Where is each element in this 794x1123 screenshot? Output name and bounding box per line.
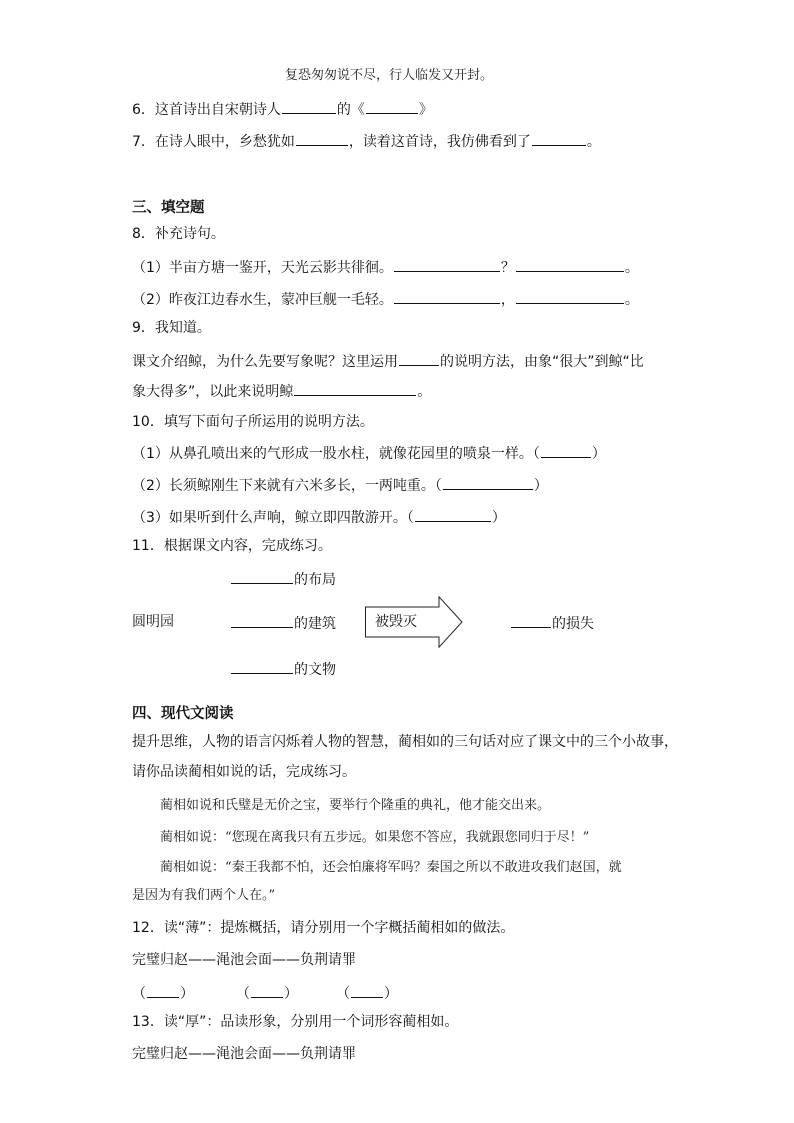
q11-blank-2[interactable]: [231, 612, 293, 628]
q10-l3-text: （3）如果听到什么声响，鲸立即四散游开。（: [132, 510, 414, 526]
q12-close-3: ）: [384, 986, 398, 1002]
q10-l2-blank[interactable]: [443, 474, 533, 490]
q12-answer-3: [336, 982, 398, 1004]
question-13-title: 13．读“厚”：品读形象，分别用一个词形容蔺相如。: [132, 1014, 459, 1030]
q8-l2-blank-2[interactable]: [516, 288, 624, 304]
q6-text-end: 》: [418, 102, 433, 118]
q8-l1-mid: ？: [500, 260, 515, 276]
q11-result: [510, 612, 594, 634]
q11-result-label: 的损失: [552, 616, 594, 632]
question-8-line-1: [132, 256, 639, 278]
q10-l1-close: ）: [591, 446, 606, 462]
q7-text-mid: ，读着这首诗，我仿佛看到了: [348, 134, 531, 150]
question-10-line-1: [132, 442, 606, 464]
q8-l2-end: 。: [624, 292, 639, 308]
q11-item-1-label: 的布局: [294, 572, 336, 588]
question-11-title: 11．根据课文内容，完成练习。: [132, 538, 332, 554]
reading-intro-1: 提升思维，人物的语言闪烁着人物的智慧，蔺相如的三句话对应了课文中的三个小故事，: [132, 734, 678, 750]
q10-l1-text: （1）从鼻孔喷出来的气形成一股水柱，就像花园里的喷泉一样。（: [132, 446, 540, 462]
q8-l1-blank-2[interactable]: [516, 256, 624, 272]
question-6: [132, 98, 433, 120]
quote-3-line-1: 蔺相如说：“秦王我都不怕，还会怕廉将军吗？秦国之所以不敢进攻我们赵国，就: [160, 860, 622, 875]
q12-answer-2: [236, 982, 298, 1004]
q9-l1-text-2: 的说明方法，由象“很大”到鲸“比: [440, 354, 644, 370]
question-9-title: 9．我知道。: [132, 320, 211, 336]
q10-l3-close: ）: [491, 510, 506, 526]
q12-answer-1: [132, 982, 194, 1004]
q9-blank-2[interactable]: [294, 380, 416, 396]
reading-intro-2: 请你品读蔺相如说的话，完成练习。: [132, 764, 356, 780]
q8-l1-text: （1）半亩方塘一鉴开，天光云影共徘徊。: [132, 260, 393, 276]
question-9-line-1: [132, 350, 644, 372]
question-12-title: 12．读“薄”：提炼概括，请分别用一个字概括蔺相如的做法。: [132, 920, 515, 936]
q12-blank-2[interactable]: [251, 982, 283, 998]
question-10-line-2: [132, 474, 548, 496]
q9-l1-text: 课文介绍鲸，为什么先要写象呢？这里运用: [132, 354, 398, 370]
q12-stories: 完璧归赵——渑池会面——负荆请罪: [132, 952, 356, 968]
q7-text-end: 。: [586, 134, 601, 150]
q10-l1-blank[interactable]: [541, 442, 591, 458]
q12-close-2: ）: [284, 986, 298, 1002]
question-9-line-2: [132, 380, 431, 402]
q10-l2-close: ）: [533, 478, 548, 494]
question-8-title: 8．补充诗句。: [132, 226, 225, 242]
q7-text: 7．在诗人眼中，乡愁犹如: [132, 134, 295, 150]
q9-l2-end: 。: [417, 384, 432, 400]
q8-l2-mid: ，: [500, 292, 515, 308]
quote-2: 蔺相如说：“您现在离我只有五步远。如果您不答应，我就跟您同归于尽！”: [160, 830, 590, 845]
q11-blank-3[interactable]: [231, 658, 293, 674]
q7-blank-1[interactable]: [296, 130, 348, 146]
q11-blank-1[interactable]: [231, 568, 293, 584]
q8-l2-blank-1[interactable]: [394, 288, 500, 304]
q11-item-1: [230, 568, 336, 590]
q11-item-3: [230, 658, 336, 680]
quote-3-line-2: 是因为有我们两个人在。”: [132, 888, 276, 903]
q8-l2-text: （2）昨夜江边春水生，蒙冲巨舰一毛轻。: [132, 292, 393, 308]
q9-l2-text: 象大得多”，以此来说明鲸: [132, 384, 294, 400]
section-3-title: 三、填空题: [132, 200, 205, 216]
q12-blank-3[interactable]: [351, 982, 383, 998]
q6-text-mid: 的《: [336, 102, 365, 118]
q8-l1-end: 。: [624, 260, 639, 276]
question-10-title: 10．填写下面句子所运用的说明方法。: [132, 414, 374, 430]
q11-item-2: [230, 612, 336, 634]
q11-item-3-label: 的文物: [294, 662, 336, 678]
q8-l1-blank-1[interactable]: [394, 256, 500, 272]
quote-1: 蔺相如说和氏璧是无价之宝，要举行个隆重的典礼，他才能交出来。: [160, 798, 551, 813]
section-4-title: 四、现代文阅读: [132, 706, 234, 722]
q6-blank-title[interactable]: [366, 98, 418, 114]
q13-stories: 完璧归赵——渑池会面——负荆请罪: [132, 1046, 356, 1062]
q12-open-3: （: [336, 986, 350, 1002]
q11-blank-result[interactable]: [511, 612, 551, 628]
q11-subject: 圆明园: [132, 614, 174, 630]
q11-arrow-label: 被毁灭: [375, 614, 417, 630]
q9-blank-1[interactable]: [399, 350, 439, 366]
q6-text: 6．这首诗出自宋朝诗人: [132, 102, 281, 118]
question-8-line-2: [132, 288, 639, 310]
q11-item-2-label: 的建筑: [294, 616, 336, 632]
q12-blank-1[interactable]: [147, 982, 179, 998]
q12-open-2: （: [236, 986, 250, 1002]
page-header: 复恐匆匆说不尽，行人临发又开封。: [285, 68, 494, 83]
q7-blank-2[interactable]: [532, 130, 586, 146]
q12-close-1: ）: [180, 986, 194, 1002]
q10-l2-text: （2）长须鲸刚生下来就有六米多长，一两吨重。（: [132, 478, 442, 494]
question-10-line-3: [132, 506, 506, 528]
q12-open-1: （: [132, 986, 146, 1002]
question-7: [132, 130, 601, 152]
q10-l3-blank[interactable]: [415, 506, 491, 522]
q6-blank-poet[interactable]: [282, 98, 336, 114]
